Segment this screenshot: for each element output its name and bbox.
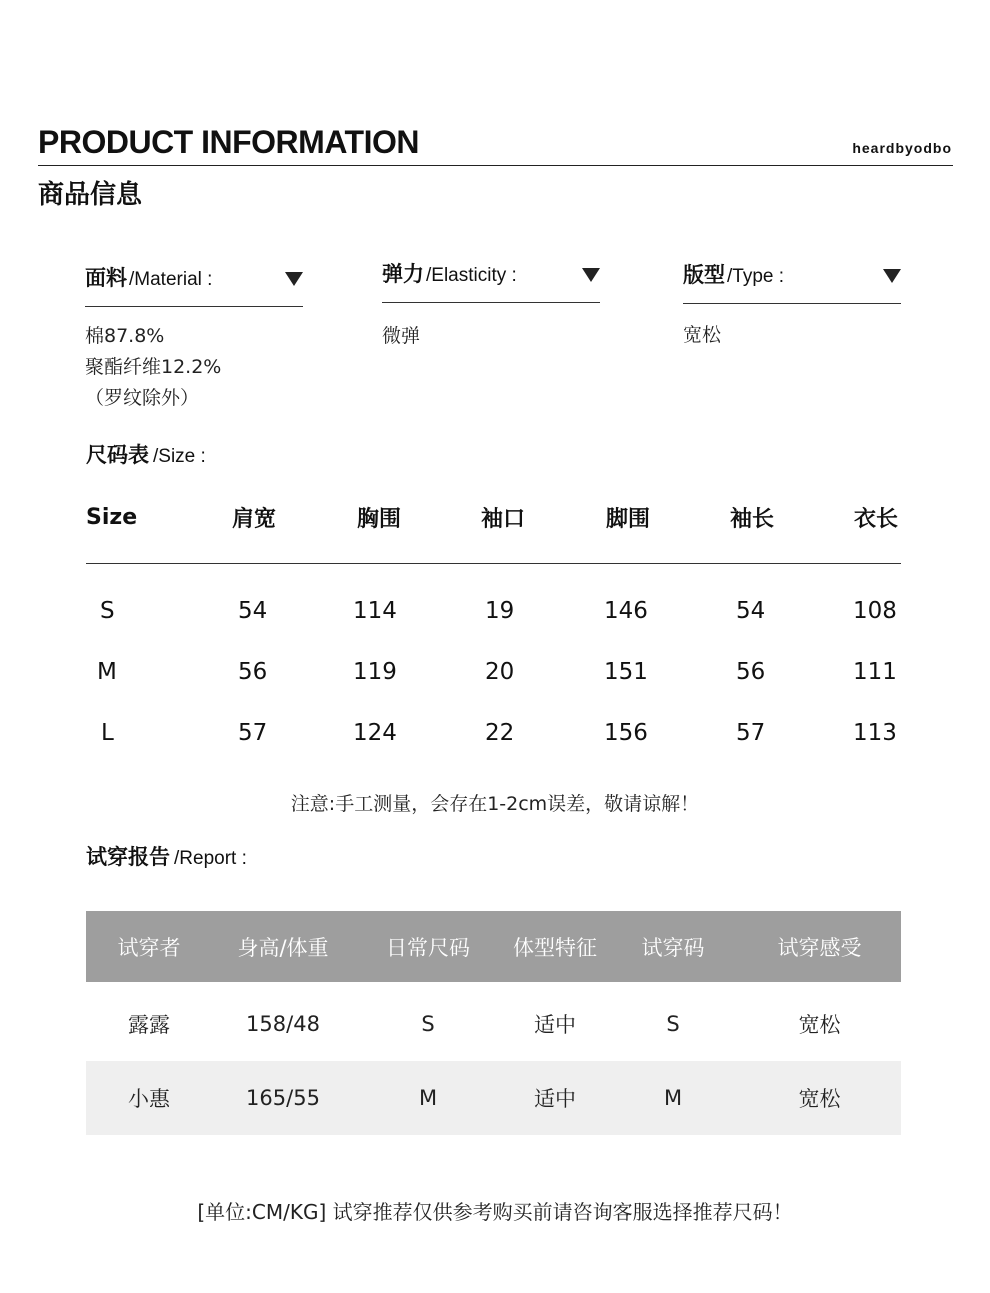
size-col-header: 袖长 — [730, 506, 775, 532]
measurement-note: 注意:手工测量，会存在1-2cm误差，敬请谅解！ — [290, 793, 700, 815]
report-heading-cn: 试穿报告 — [86, 845, 170, 869]
attribute-values — [85, 321, 303, 414]
size-cell: S — [100, 598, 115, 624]
size-cell: 57 — [238, 720, 268, 746]
attribute-divider — [683, 303, 901, 304]
attribute-value: 聚酯纤维12.2% — [85, 356, 222, 378]
size-cell: 146 — [604, 598, 648, 624]
attribute-label-cn: 面料 — [85, 266, 127, 290]
report-cell: 158/48 — [246, 1012, 320, 1036]
attribute-values — [683, 320, 901, 351]
attribute-value: 宽松 — [683, 324, 722, 346]
report-cell: 适中 — [534, 1087, 576, 1111]
size-cell: 56 — [238, 659, 268, 685]
report-col-header: 试穿码 — [641, 935, 705, 960]
size-col-header: 脚围 — [606, 506, 651, 532]
size-cell: 56 — [736, 659, 766, 685]
triangle-down-icon — [582, 268, 600, 282]
report-section-heading — [86, 841, 247, 871]
report-cell: S — [666, 1012, 680, 1036]
size-cell: 22 — [485, 720, 515, 746]
size-cell: 156 — [604, 720, 648, 746]
attribute-header — [382, 258, 600, 292]
attribute-value: 棉87.8% — [85, 325, 165, 347]
attribute-label-en: /Elasticity : — [426, 265, 517, 286]
page-title-en: PRODUCT INFORMATION — [38, 124, 419, 160]
attribute-divider — [382, 302, 600, 303]
attribute-label-cn: 弹力 — [382, 262, 424, 286]
attribute-material — [85, 262, 303, 414]
title-divider — [38, 165, 953, 166]
attribute-label-cn: 版型 — [683, 263, 725, 287]
brand-logo-text: heardbyodbo — [852, 140, 952, 156]
triangle-down-icon — [883, 269, 901, 283]
attribute-elasticity — [382, 258, 600, 352]
report-col-header: 日常尺码 — [386, 935, 470, 960]
size-col-header: 衣长 — [854, 506, 899, 532]
report-cell: 宽松 — [798, 1087, 841, 1111]
attribute-value: 微弹 — [382, 325, 421, 347]
size-cell: 54 — [736, 598, 766, 624]
size-cell: 119 — [353, 659, 397, 685]
size-cell: 151 — [604, 659, 648, 685]
size-cell: 54 — [238, 598, 268, 624]
size-table-divider — [86, 563, 901, 564]
size-table-row — [86, 720, 901, 760]
size-heading-en: /Size : — [153, 446, 206, 467]
size-cell: 19 — [485, 598, 515, 624]
size-col-header: 袖口 — [481, 506, 526, 532]
size-cell: 20 — [485, 659, 515, 685]
report-cell: M — [418, 1086, 438, 1110]
size-cell: L — [101, 720, 114, 746]
attribute-label-en: /Material : — [129, 269, 213, 290]
report-col-header: 体型特征 — [513, 935, 597, 960]
size-col-header: 胸围 — [357, 506, 402, 532]
attribute-values — [382, 321, 600, 352]
report-heading-en: /Report : — [174, 848, 247, 869]
footer-disclaimer: [单位:CM/KG] 试穿推荐仅供参考购买前请咨询客服选择推荐尺码！ — [197, 1200, 793, 1224]
report-col-header: 身高/体重 — [237, 935, 329, 960]
report-col-header: 试穿者 — [117, 935, 181, 960]
size-table-row — [86, 659, 901, 699]
report-col-header: 试穿感受 — [777, 935, 862, 960]
report-cell: 适中 — [534, 1013, 576, 1037]
report-cell: S — [421, 1012, 435, 1036]
attribute-header — [85, 262, 303, 296]
size-heading-cn: 尺码表 — [86, 443, 149, 467]
size-cell: 124 — [353, 720, 397, 746]
size-table-header — [86, 500, 901, 534]
report-cell: M — [663, 1086, 683, 1110]
attribute-label-en: /Type : — [727, 266, 785, 287]
attribute-header — [683, 259, 901, 293]
attribute-divider — [85, 306, 303, 307]
size-cell: 111 — [853, 659, 897, 685]
size-section-heading — [86, 439, 206, 469]
attribute-value: （罗纹除外） — [85, 387, 200, 409]
report-table-header — [86, 911, 901, 982]
size-col-header: Size — [86, 504, 138, 530]
size-cell: 108 — [853, 598, 897, 624]
size-cell: M — [97, 659, 117, 685]
report-cell: 小惠 — [128, 1087, 170, 1111]
size-col-header: 肩宽 — [232, 506, 277, 532]
report-cell: 宽松 — [798, 1013, 841, 1037]
size-table-row — [86, 598, 901, 638]
size-cell: 57 — [736, 720, 766, 746]
report-table-row — [86, 1061, 901, 1135]
attribute-type — [683, 259, 901, 351]
fitting-report-table — [86, 911, 901, 1135]
report-table-row — [86, 987, 901, 1061]
report-cell: 露露 — [128, 1013, 170, 1037]
triangle-down-icon — [285, 272, 303, 286]
page-title-cn: 商品信息 — [38, 180, 143, 210]
size-cell: 113 — [853, 720, 897, 746]
report-cell: 165/55 — [246, 1086, 320, 1110]
size-cell: 114 — [353, 598, 397, 624]
